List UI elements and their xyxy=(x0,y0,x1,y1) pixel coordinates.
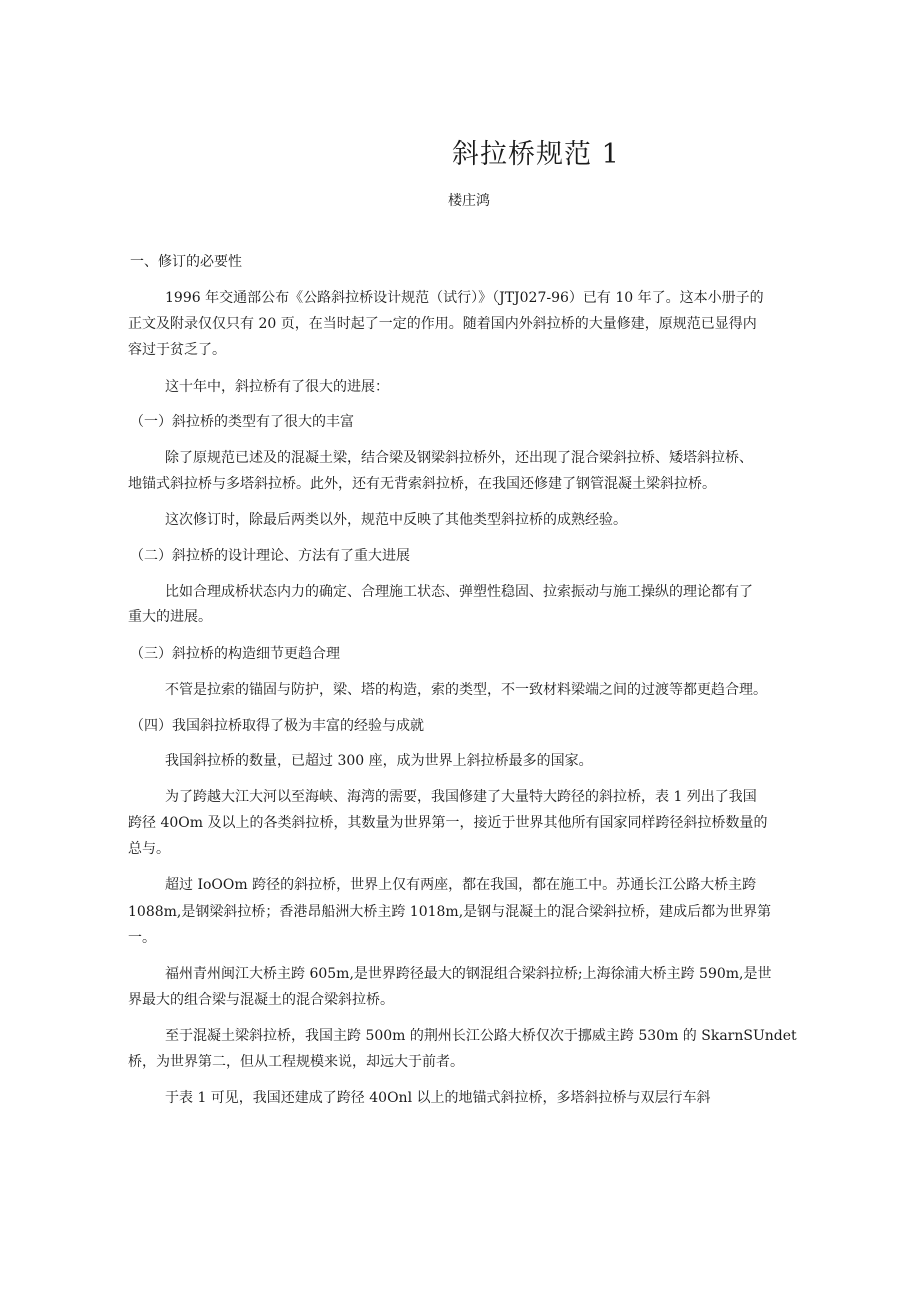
paragraph-line: 容过于贫乏了。 xyxy=(128,342,226,358)
paragraph-line: 于表 1 可见，我国还建成了跨径 40Onl 以上的地锚式斜拉桥，多塔斜拉桥与双层行车斜 xyxy=(165,1090,711,1106)
paragraph-line: 1996 年交通部公布《公路斜拉桥设计规范（试行）》（JTJ027-96）已有 10 年了。这本小册子的 xyxy=(165,290,764,306)
paragraph-line: 为了跨越大江大河以至海峡、海湾的需要，我国修建了大量特大跨径的斜拉桥，表 1 列出了我国 xyxy=(165,789,757,805)
paragraph-line: 桥，为世界第二，但从工程规模来说，却远大于前者。 xyxy=(128,1054,464,1070)
paragraph-line: 一。 xyxy=(128,930,156,946)
document-title: 斜拉桥规范 1 xyxy=(452,139,620,170)
paragraph-line: 福州青州闽江大桥主跨 605m,是世界跨径最大的钢混组合梁斜拉桥;上海徐浦大桥主跨 590m,是世 xyxy=(165,966,772,982)
subsection-heading: （二）斜拉桥的设计理论、方法有了重大进展 xyxy=(130,548,410,564)
subsection-heading: （一）斜拉桥的类型有了很大的丰富 xyxy=(130,414,354,430)
subsection-heading: （三）斜拉桥的构造细节更趋合理 xyxy=(130,646,340,662)
paragraph-line: 这十年中，斜拉桥有了很大的进展： xyxy=(165,379,389,395)
section-heading-necessity: 一、修订的必要性 xyxy=(130,254,242,270)
paragraph-line: 至于混凝土梁斜拉桥，我国主跨 500m 的荆州长江公路大桥仅次于挪威主跨 530m 的 SkarnSUndet xyxy=(165,1028,797,1044)
paragraph-line: 这次修订时，除最后两类以外，规范中反映了其他类型斜拉桥的成熟经验。 xyxy=(165,512,627,528)
author-name: 楼庄鸿 xyxy=(448,193,490,209)
paragraph-line: 1088m,是钢梁斜拉桥；香港昂船洲大桥主跨 1018m,是钢与混凝土的混合梁斜拉桥，建成后都为世界第 xyxy=(128,904,772,920)
subsection-heading: （四）我国斜拉桥取得了极为丰富的经验与成就 xyxy=(130,718,424,734)
paragraph-line: 不管是拉索的锚固与防护，梁、塔的构造，索的类型，不一致材料梁端之间的过渡等都更趋合理。 xyxy=(165,682,767,698)
paragraph-line: 重大的进展。 xyxy=(128,609,212,625)
paragraph-line: 正文及附录仅仅只有 20 页，在当时起了一定的作用。随着国内外斜拉桥的大量修建，原规范已显得内 xyxy=(128,316,757,332)
paragraph-line: 跨径 40Om 及以上的各类斜拉桥，其数量为世界第一，接近于世界其他所有国家同样跨径斜拉桥数量的 xyxy=(128,815,768,831)
paragraph-line: 界最大的组合梁与混凝土的混合梁斜拉桥。 xyxy=(128,992,394,1008)
paragraph-line: 我国斜拉桥的数量，已超过 300 座，成为世界上斜拉桥最多的国家。 xyxy=(165,753,593,769)
paragraph-line: 比如合理成桥状态内力的确定、合理施工状态、弹塑性稳固、拉索振动与施工操纵的理论都有了 xyxy=(165,584,753,600)
paragraph-line: 超过 IoOOm 跨径的斜拉桥，世界上仅有两座，都在我国，都在施工中。苏通长江公路大桥主跨 xyxy=(165,877,757,893)
paragraph-line: 除了原规范已述及的混凝土梁，结合梁及钢梁斜拉桥外，还出现了混合梁斜拉桥、矮塔斜拉桥、 xyxy=(165,450,753,466)
paragraph-line: 地锚式斜拉桥与多塔斜拉桥。此外，还有无背索斜拉桥，在我国还修建了钢管混凝土梁斜拉桥。 xyxy=(128,476,716,492)
paragraph-line: 总与。 xyxy=(128,841,170,857)
